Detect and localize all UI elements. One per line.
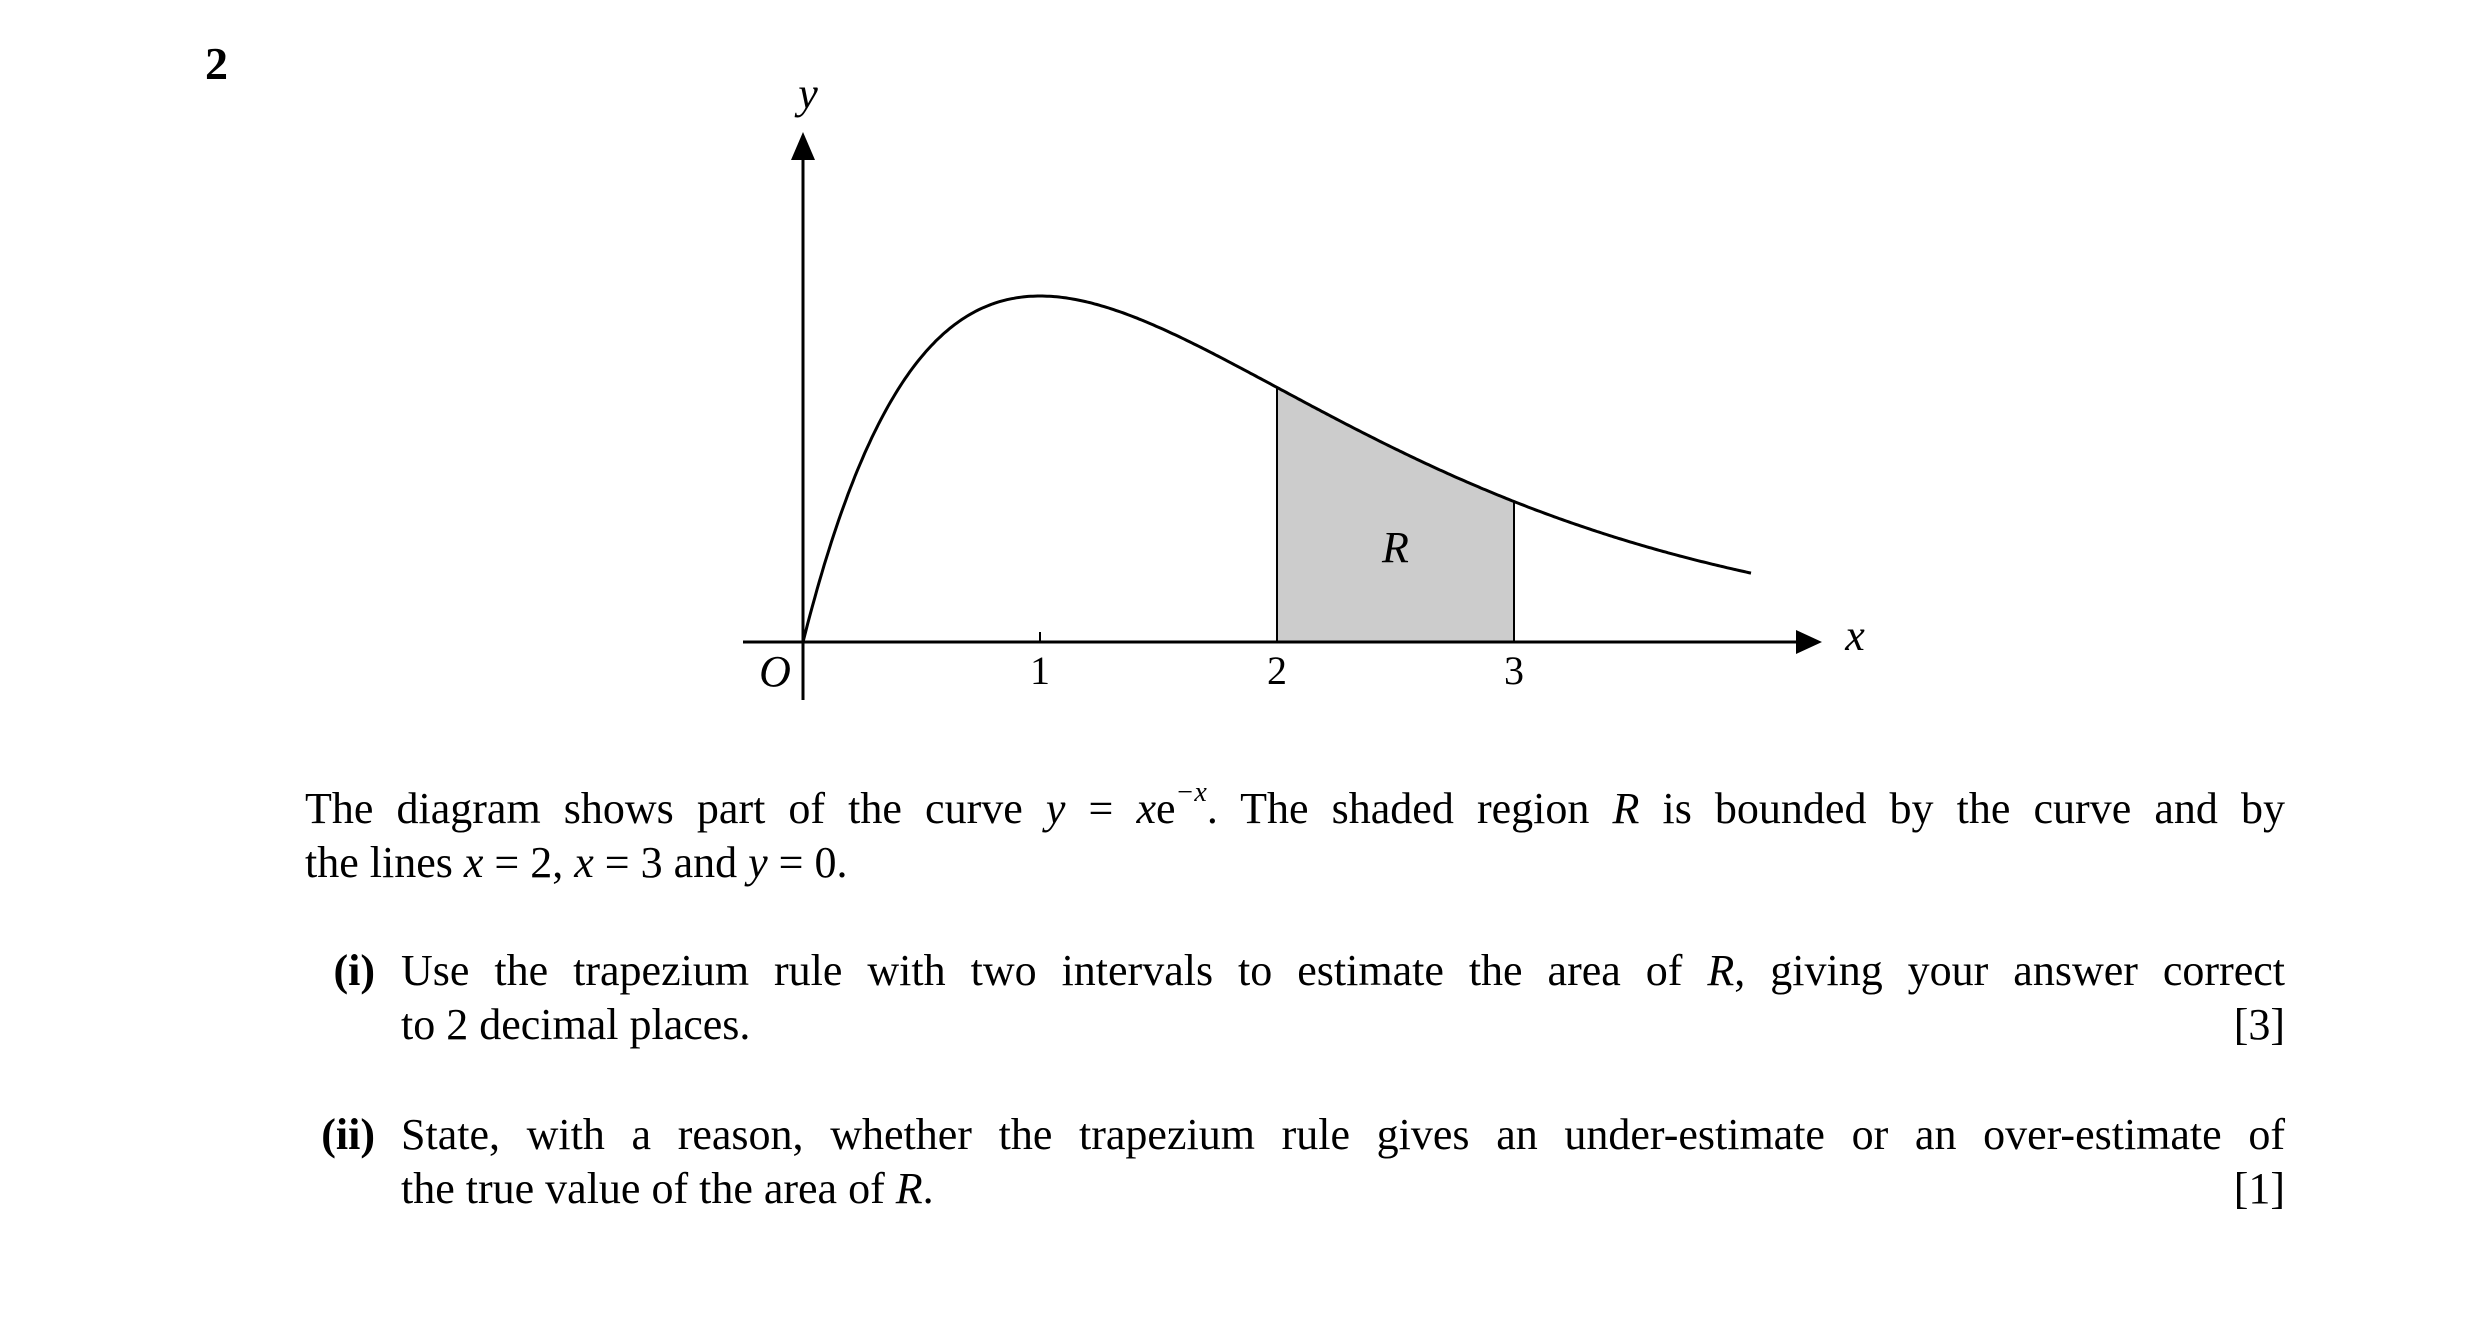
part-i: (i) Use the trapezium rule with two intervals to estimate the area of R, giving your answer correct to 2 decimal places. [3]	[305, 944, 2285, 1054]
x-axis-arrowhead	[1796, 630, 1822, 654]
origin-label: O	[759, 647, 791, 696]
tick-label-3: 3	[1504, 648, 1524, 693]
tick-label-2: 2	[1267, 648, 1287, 693]
region-label: R	[1382, 523, 1409, 572]
question-stem: The diagram shows part of the curve $y = xe^{-x}$. The shaded region R is bounded by the curve and by the lines x = 2, x = 3 and y = 0.	[305, 777, 2285, 887]
part-ii: (ii) State, with a reason, whether the trapezium rule gives an under-estimate or an over-estimate of the true value of the area of R. [1]	[305, 1108, 2285, 1218]
y-axis-arrowhead	[791, 132, 815, 160]
part-i-marks: [3]	[2233, 1000, 2285, 1049]
y-axis-label: y	[798, 69, 818, 118]
shaded-region-r	[1277, 387, 1514, 642]
part-ii-label: (ii)	[321, 1110, 375, 1159]
part-ii-marks: [1]	[2233, 1164, 2285, 1213]
tick-label-1: 1	[1030, 648, 1050, 693]
question-number: 2	[205, 38, 228, 89]
x-axis-label: x	[1845, 611, 1865, 660]
part-i-label: (i)	[333, 946, 375, 995]
